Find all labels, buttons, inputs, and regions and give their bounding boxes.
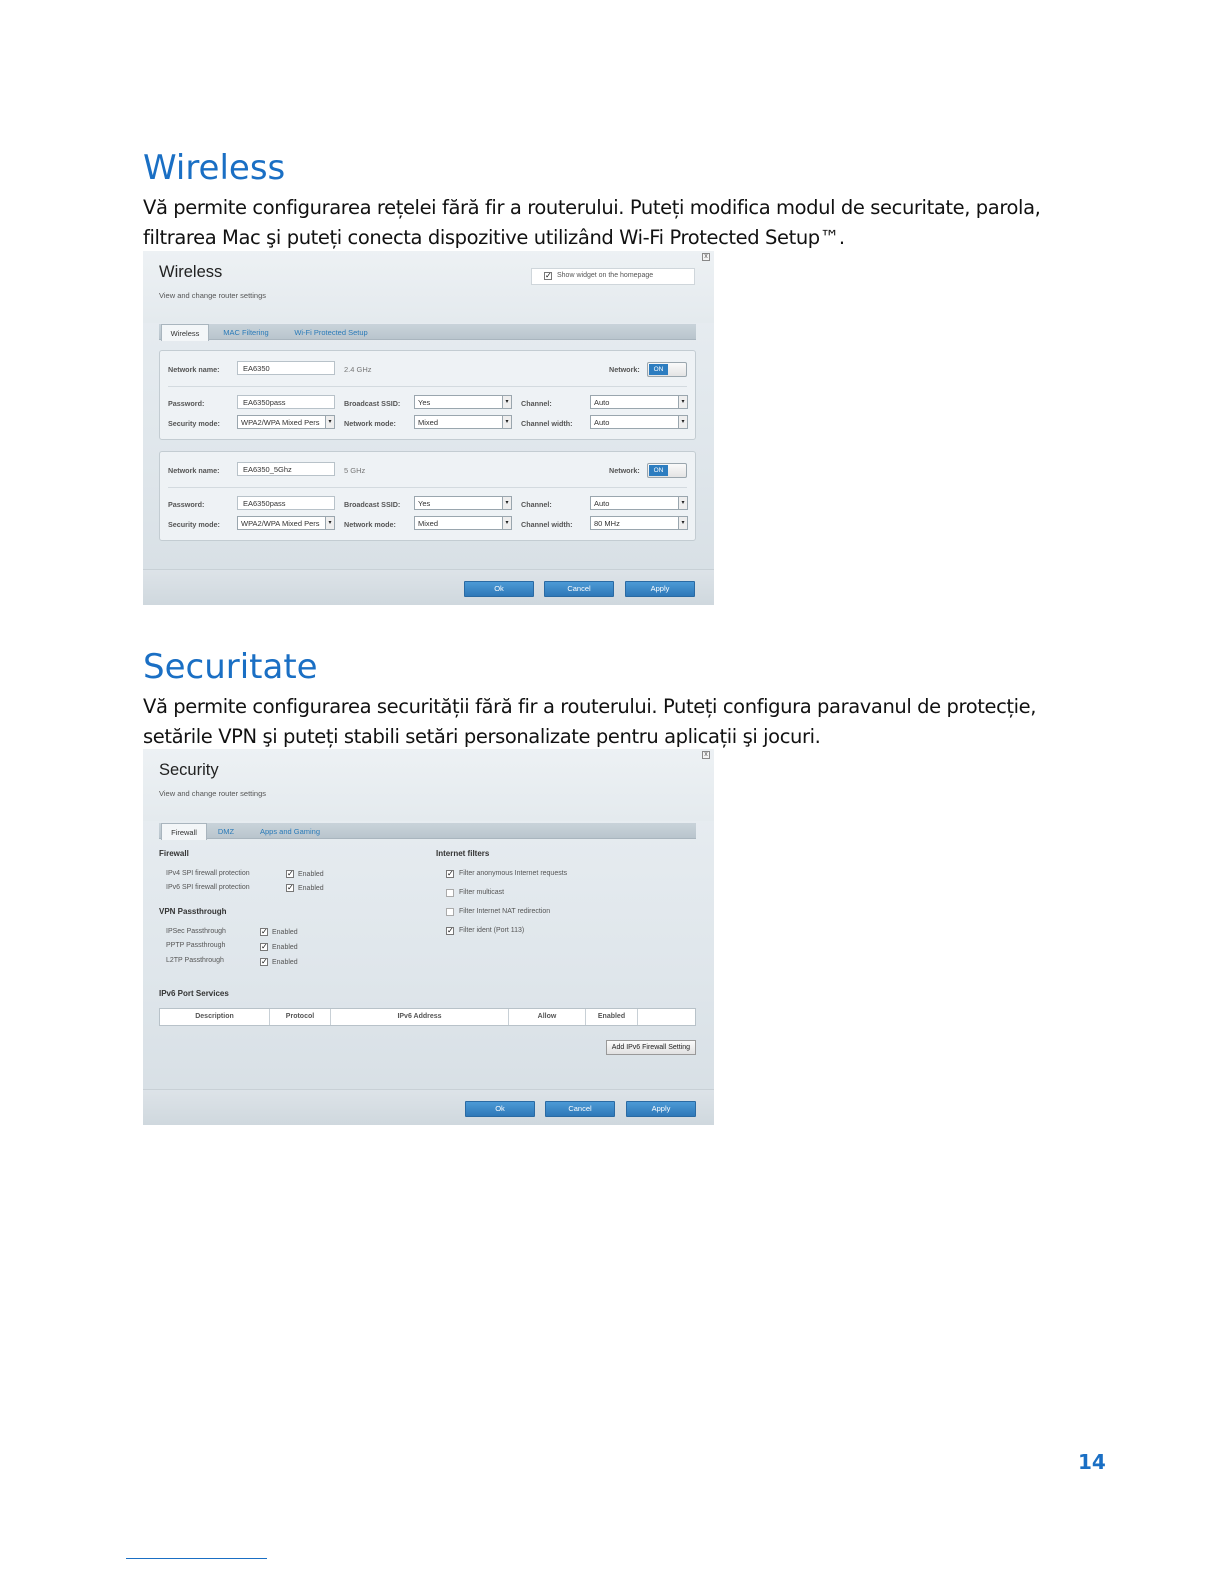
section-heading-securitate: Securitate — [143, 647, 318, 687]
channel-width-label: Channel width: — [521, 520, 573, 529]
section-paragraph-securitate: Vă permite configurarea securității fără fir a routerului. Puteți configura paravanul de protecție, setările VPN şi puteți stabili setări personalizate pentru aplicații şi jocuri. — [143, 695, 1037, 748]
band-frequency: 5 GHz — [344, 466, 366, 475]
network-mode-select[interactable] — [414, 415, 512, 429]
chevron-down-icon: ▾ — [502, 517, 511, 529]
filter-ident-label: Filter ident (Port 113) — [459, 927, 525, 934]
ipsec-label: IPSec Passthrough — [166, 928, 226, 935]
l2tp-label: L2TP Passthrough — [166, 957, 224, 964]
show-widget-option[interactable] — [531, 268, 695, 285]
wireless-screenshot — [143, 251, 714, 605]
internet-filters-heading: Internet filters — [436, 849, 490, 858]
ok-button[interactable]: Ok — [464, 581, 534, 597]
screen-title: Security — [159, 761, 219, 779]
select-value: WPA2/WPA Mixed Pers — [241, 418, 320, 427]
chevron-down-icon: ▾ — [325, 416, 334, 428]
table-header: Allow — [509, 1009, 586, 1025]
enabled-label: Enabled — [272, 944, 298, 951]
screen-subtitle: View and change router settings — [159, 291, 267, 300]
broadcast-ssid-label: Broadcast SSID: — [344, 399, 401, 408]
network-toggle[interactable] — [647, 463, 687, 478]
security-screenshot — [143, 749, 714, 1125]
apply-button[interactable]: Apply — [626, 1101, 696, 1117]
toggle-on-label: ON — [649, 465, 668, 476]
channel-label: Channel: — [521, 500, 552, 509]
footnote-rule — [126, 1558, 267, 1559]
network-name-label: Network name: — [168, 365, 220, 374]
enabled-label: Enabled — [272, 959, 298, 966]
toggle-on-label: ON — [649, 364, 668, 375]
chevron-down-icon: ▾ — [678, 517, 687, 529]
table-header: Protocol — [270, 1009, 331, 1025]
security-mode-select[interactable] — [237, 516, 335, 530]
band-frequency: 2.4 GHz — [344, 365, 372, 374]
password-label: Password: — [168, 399, 205, 408]
ipv6-table — [159, 1008, 696, 1026]
select-value: 80 MHz — [594, 519, 620, 528]
select-value: Mixed — [418, 418, 439, 427]
pptp-checkbox[interactable]: ✓ — [261, 942, 268, 951]
password-input[interactable]: EA6350pass — [237, 496, 335, 510]
channel-width-select[interactable] — [590, 415, 688, 429]
section-heading-wireless: Wireless — [143, 148, 286, 188]
close-icon[interactable]: x — [702, 253, 710, 261]
chevron-down-icon: ▾ — [502, 396, 511, 408]
security-mode-select[interactable] — [237, 415, 335, 429]
chevron-down-icon: ▾ — [678, 416, 687, 428]
select-value: Yes — [418, 499, 431, 508]
button-footer — [143, 569, 714, 605]
screen-title: Wireless — [159, 263, 223, 281]
network-name-label: Network name: — [168, 466, 220, 475]
filter-anon-checkbox[interactable]: ✓ — [447, 869, 454, 878]
select-value: Auto — [594, 499, 610, 508]
cancel-button[interactable]: Cancel — [544, 581, 614, 597]
screen-header — [143, 251, 714, 323]
tab-mac-filtering[interactable]: MAC Filtering — [223, 328, 269, 337]
show-widget-label: Show widget on the homepage — [557, 272, 654, 279]
enabled-label: Enabled — [272, 929, 298, 936]
broadcast-ssid-select[interactable] — [414, 496, 512, 510]
tab-wifi-protected-setup[interactable]: Wi-Fi Protected Setup — [294, 328, 368, 337]
close-icon[interactable]: x — [702, 751, 710, 759]
screen-subtitle: View and change router settings — [159, 789, 267, 798]
page-number: 14 — [1078, 1450, 1106, 1474]
network-name-input[interactable]: EA6350 — [237, 361, 335, 375]
cancel-button[interactable]: Cancel — [545, 1101, 615, 1117]
table-header: IPv6 Address — [331, 1009, 509, 1025]
ok-button[interactable]: Ok — [465, 1101, 535, 1117]
filter-ident-checkbox[interactable]: ✓ — [447, 926, 454, 935]
password-label: Password: — [168, 500, 205, 509]
filter-multicast-checkbox[interactable] — [446, 889, 454, 897]
chevron-down-icon: ▾ — [678, 497, 687, 509]
network-name-input[interactable]: EA6350_5Ghz — [237, 462, 335, 476]
l2tp-checkbox[interactable]: ✓ — [261, 957, 268, 966]
chevron-down-icon: ▾ — [502, 497, 511, 509]
band-panel-5ghz — [159, 451, 696, 541]
divider — [168, 487, 687, 488]
vpn-heading: VPN Passthrough — [159, 907, 227, 916]
broadcast-ssid-label: Broadcast SSID: — [344, 500, 401, 509]
channel-width-select[interactable] — [590, 516, 688, 530]
select-value: Yes — [418, 398, 431, 407]
check-icon[interactable]: ✓ — [545, 271, 552, 280]
select-value: WPA2/WPA Mixed Pers — [241, 519, 320, 528]
select-value: Auto — [594, 398, 610, 407]
tab-dmz[interactable]: DMZ — [217, 827, 235, 836]
ipv6-firewall-label: IPv6 SPI firewall protection — [166, 884, 250, 891]
tab-firewall[interactable]: Firewall — [161, 823, 207, 840]
screen-header — [143, 749, 714, 821]
broadcast-ssid-select[interactable] — [414, 395, 512, 409]
enabled-label: Enabled — [298, 871, 324, 878]
select-value: Mixed — [418, 519, 439, 528]
network-mode-label: Network mode: — [344, 419, 396, 428]
firewall-heading: Firewall — [159, 849, 189, 858]
enabled-label: Enabled — [298, 885, 324, 892]
network-label: Network: — [609, 466, 640, 475]
tab-bar — [159, 324, 696, 340]
ipv4-firewall-label: IPv4 SPI firewall protection — [166, 870, 250, 877]
chevron-down-icon: ▾ — [325, 517, 334, 529]
channel-select[interactable] — [590, 395, 688, 409]
network-mode-select[interactable] — [414, 516, 512, 530]
button-footer — [143, 1089, 714, 1125]
add-ipv6-firewall-button[interactable]: Add IPv6 Firewall Setting — [606, 1040, 696, 1055]
tab-apps-and-gaming[interactable]: Apps and Gaming — [259, 827, 321, 836]
password-input[interactable]: EA6350pass — [237, 395, 335, 409]
security-mode-label: Security mode: — [168, 520, 220, 529]
ipsec-checkbox[interactable]: ✓ — [261, 927, 268, 936]
network-label: Network: — [609, 365, 640, 374]
table-header: Enabled — [586, 1009, 638, 1025]
network-mode-label: Network mode: — [344, 520, 396, 529]
chevron-down-icon: ▾ — [678, 396, 687, 408]
filter-nat-label: Filter Internet NAT redirection — [459, 908, 551, 915]
security-mode-label: Security mode: — [168, 419, 220, 428]
network-toggle[interactable] — [647, 362, 687, 377]
band-panel-24ghz — [159, 350, 696, 440]
ipv6-firewall-checkbox[interactable]: ✓ — [287, 883, 294, 892]
channel-label: Channel: — [521, 399, 552, 408]
apply-button[interactable]: Apply — [625, 581, 695, 597]
filter-anon-label: Filter anonymous Internet requests — [459, 870, 568, 877]
channel-select[interactable] — [590, 496, 688, 510]
ipv4-firewall-checkbox[interactable]: ✓ — [287, 869, 294, 878]
tab-bar — [159, 823, 696, 839]
filter-multicast-label: Filter multicast — [459, 889, 505, 896]
section-paragraph-wireless: Vă permite configurarea rețelei fără fir a routerului. Puteți modifica modul de securitate, parola, filtrarea Mac şi puteți conecta dispozitive utilizând Wi-Fi Protected Setup™. — [143, 196, 1041, 249]
table-header: Description — [160, 1009, 270, 1025]
select-value: Auto — [594, 418, 610, 427]
tab-wireless[interactable]: Wireless — [161, 324, 209, 341]
filter-nat-checkbox[interactable] — [446, 908, 454, 916]
ipv6-port-services-heading: IPv6 Port Services — [159, 989, 229, 998]
pptp-label: PPTP Passthrough — [166, 942, 226, 949]
chevron-down-icon: ▾ — [502, 416, 511, 428]
channel-width-label: Channel width: — [521, 419, 573, 428]
divider — [168, 386, 687, 387]
